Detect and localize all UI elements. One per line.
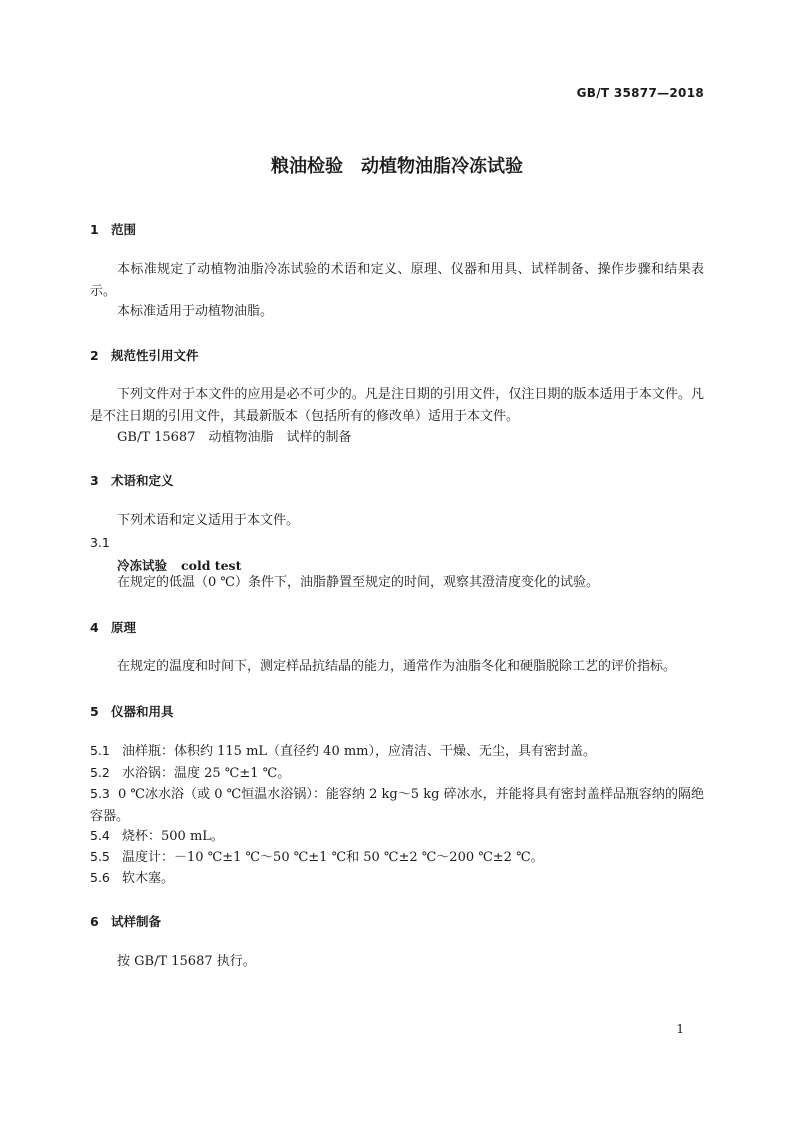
section-1-heading xyxy=(90,220,136,238)
item-text: 温度计：－10 ℃±1 ℃～50 ℃±1 ℃和 50 ℃±2 ℃～200 ℃±2 ℃。 xyxy=(122,850,544,865)
section-number: 1 xyxy=(90,222,99,237)
item-number: 5.4 xyxy=(90,828,110,843)
section-1-paragraph-2: 本标准适用于动植物油脂。 xyxy=(117,304,274,319)
item-text: 软木塞。 xyxy=(122,871,175,886)
apparatus-item xyxy=(90,846,704,869)
item-number: 5.2 xyxy=(90,765,110,780)
section-4-heading xyxy=(90,618,136,636)
document-title: 粮油检验 动植物油脂冷冻试验 xyxy=(271,156,523,177)
item-number: 5.3 xyxy=(90,786,110,801)
section-6-paragraph-1: 按 GB/T 15687 执行。 xyxy=(117,954,256,969)
section-title: 原理 xyxy=(111,620,137,635)
section-title: 范围 xyxy=(111,222,137,237)
item-text: 烧杯：500 mL。 xyxy=(122,829,224,844)
section-4-paragraph-1: 在规定的温度和时间下，测定样品抗结晶的能力，通常作为油脂冬化和硬脂脱除工艺的评价指标。 xyxy=(117,659,677,674)
apparatus-item xyxy=(90,740,704,763)
item-number: 5.6 xyxy=(90,870,110,885)
section-number: 2 xyxy=(90,348,99,363)
term-english: cold test xyxy=(181,558,242,573)
section-2-heading xyxy=(90,346,199,364)
page-number: 1 xyxy=(676,1022,684,1036)
apparatus-item xyxy=(90,867,704,890)
section-title: 仪器和用具 xyxy=(111,704,174,719)
section-3-heading xyxy=(90,471,174,489)
section-2-paragraph-1: 下列文件对于本文件的应用是必不可少的。凡是注日期的引用文件，仅注日期的版本适用于本文件。凡是不注日期的引用文件，其最新版本（包括所有的修改单）适用于本文件。 xyxy=(90,387,704,424)
normative-reference: GB/T 15687 动植物油脂 试样的制备 xyxy=(117,430,352,445)
item-text: 0 ℃冰水浴（或 0 ℃恒温水浴锅）：能容纳 2 kg～5 kg 碎冰水，并能将具有密封盖样品瓶容纳的隔绝容器。 xyxy=(90,787,704,824)
term-definition: 在规定的低温（0 ℃）条件下，油脂静置至规定的时间，观察其澄清度变化的试验。 xyxy=(117,575,599,590)
section-3-paragraph-1: 下列术语和定义适用于本文件。 xyxy=(117,513,300,528)
standard-code: GB/T 35877—2018 xyxy=(576,86,704,100)
item-number: 5.1 xyxy=(90,743,110,758)
section-title: 规范性引用文件 xyxy=(111,348,199,363)
section-1-paragraph-1: 本标准规定了动植物油脂冷冻试验的术语和定义、原理、仪器和用具、试样制备、操作步骤和结果表示。 xyxy=(90,262,704,299)
subclause-number: 3.1 xyxy=(90,535,110,550)
section-title: 试样制备 xyxy=(111,914,162,929)
item-text: 水浴锅：温度 25 ℃±1 ℃。 xyxy=(122,766,291,781)
section-number: 6 xyxy=(90,914,99,929)
section-5-heading xyxy=(90,702,174,720)
item-number: 5.5 xyxy=(90,849,110,864)
item-text: 油样瓶：体积约 115 mL（直径约 40 mm），应清洁、干燥、无尘，具有密封盖。 xyxy=(122,744,596,759)
section-number: 5 xyxy=(90,704,99,719)
section-title: 术语和定义 xyxy=(111,473,174,488)
section-number: 4 xyxy=(90,620,99,635)
apparatus-item xyxy=(90,762,704,785)
apparatus-item xyxy=(90,825,704,848)
section-6-heading xyxy=(90,912,161,930)
apparatus-item xyxy=(90,783,704,828)
section-number: 3 xyxy=(90,473,99,488)
term-chinese: 冷冻试验 xyxy=(117,558,168,573)
